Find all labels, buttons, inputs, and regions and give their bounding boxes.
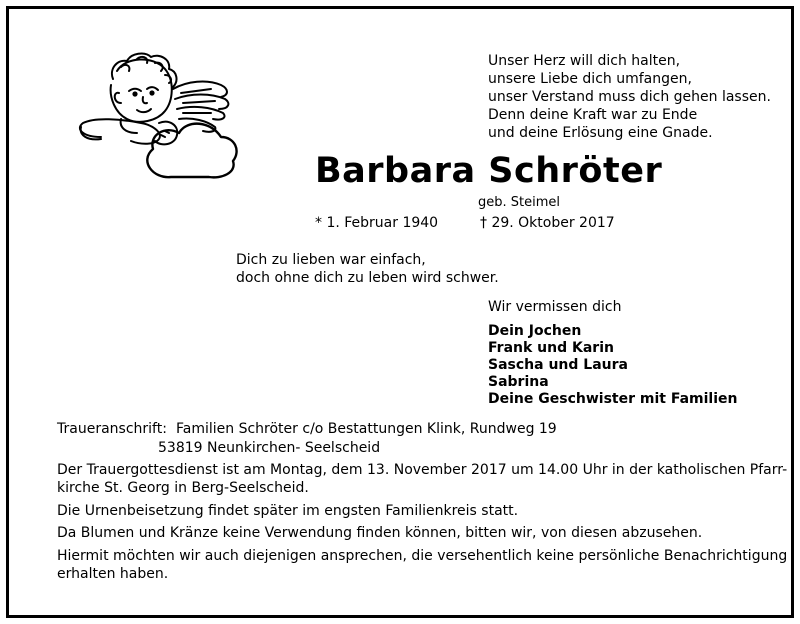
obituary-card (6, 6, 794, 618)
service-line-2: kirche St. Georg in Berg-Seelscheid. (57, 480, 309, 496)
death-date: † 29. Oktober 2017 (480, 215, 615, 231)
maiden-name: geb. Steimel (478, 195, 560, 210)
poem-top-line-2: unsere Liebe dich umfangen, (488, 71, 692, 87)
mourners-intro: Wir vermissen dich (488, 299, 622, 315)
poem-top-line-5: und deine Erlösung eine Gnade. (488, 125, 713, 141)
address-line-2: 53819 Neunkirchen- Seelscheid (158, 440, 381, 456)
notice-line-1: Hiermit möchten wir auch diejenigen ansprechen, die versehentlich keine persönliche Benachrichtigung (57, 548, 788, 564)
mourner-name: Dein Jochen (488, 323, 582, 339)
urn-burial-note: Die Urnenbeisetzung findet später im engsten Familienkreis statt. (57, 503, 519, 519)
mourner-name: Sascha und Laura (488, 357, 628, 373)
address-label: Traueranschrift: (57, 421, 167, 437)
poem-middle-line-1: Dich zu lieben war einfach, (236, 252, 426, 268)
mourner-name: Sabrina (488, 374, 549, 390)
poem-top-line-3: unser Verstand muss dich gehen lassen. (488, 89, 771, 105)
mourner-name: Deine Geschwister mit Familien (488, 391, 738, 407)
poem-top-line-4: Denn deine Kraft war zu Ende (488, 107, 698, 123)
service-line-1: Der Trauergottesdienst ist am Montag, dem 13. November 2017 um 14.00 Uhr in der katholischen Pfarr- (57, 462, 788, 478)
poem-top-line-1: Unser Herz will dich halten, (488, 53, 681, 69)
mourner-name: Frank und Karin (488, 340, 614, 356)
deceased-name: Barbara Schröter (315, 151, 663, 191)
cherub-illustration (61, 49, 241, 181)
notice-line-2: erhalten haben. (57, 566, 169, 582)
birth-date: * 1. Februar 1940 (315, 215, 439, 231)
flowers-note: Da Blumen und Kränze keine Verwendung finden können, bitten wir, von diesen abzusehen. (57, 525, 703, 541)
poem-middle-line-2: doch ohne dich zu leben wird schwer. (236, 270, 499, 286)
address-line-1: Familien Schröter c/o Bestattungen Klink, Rundweg 19 (176, 421, 557, 437)
